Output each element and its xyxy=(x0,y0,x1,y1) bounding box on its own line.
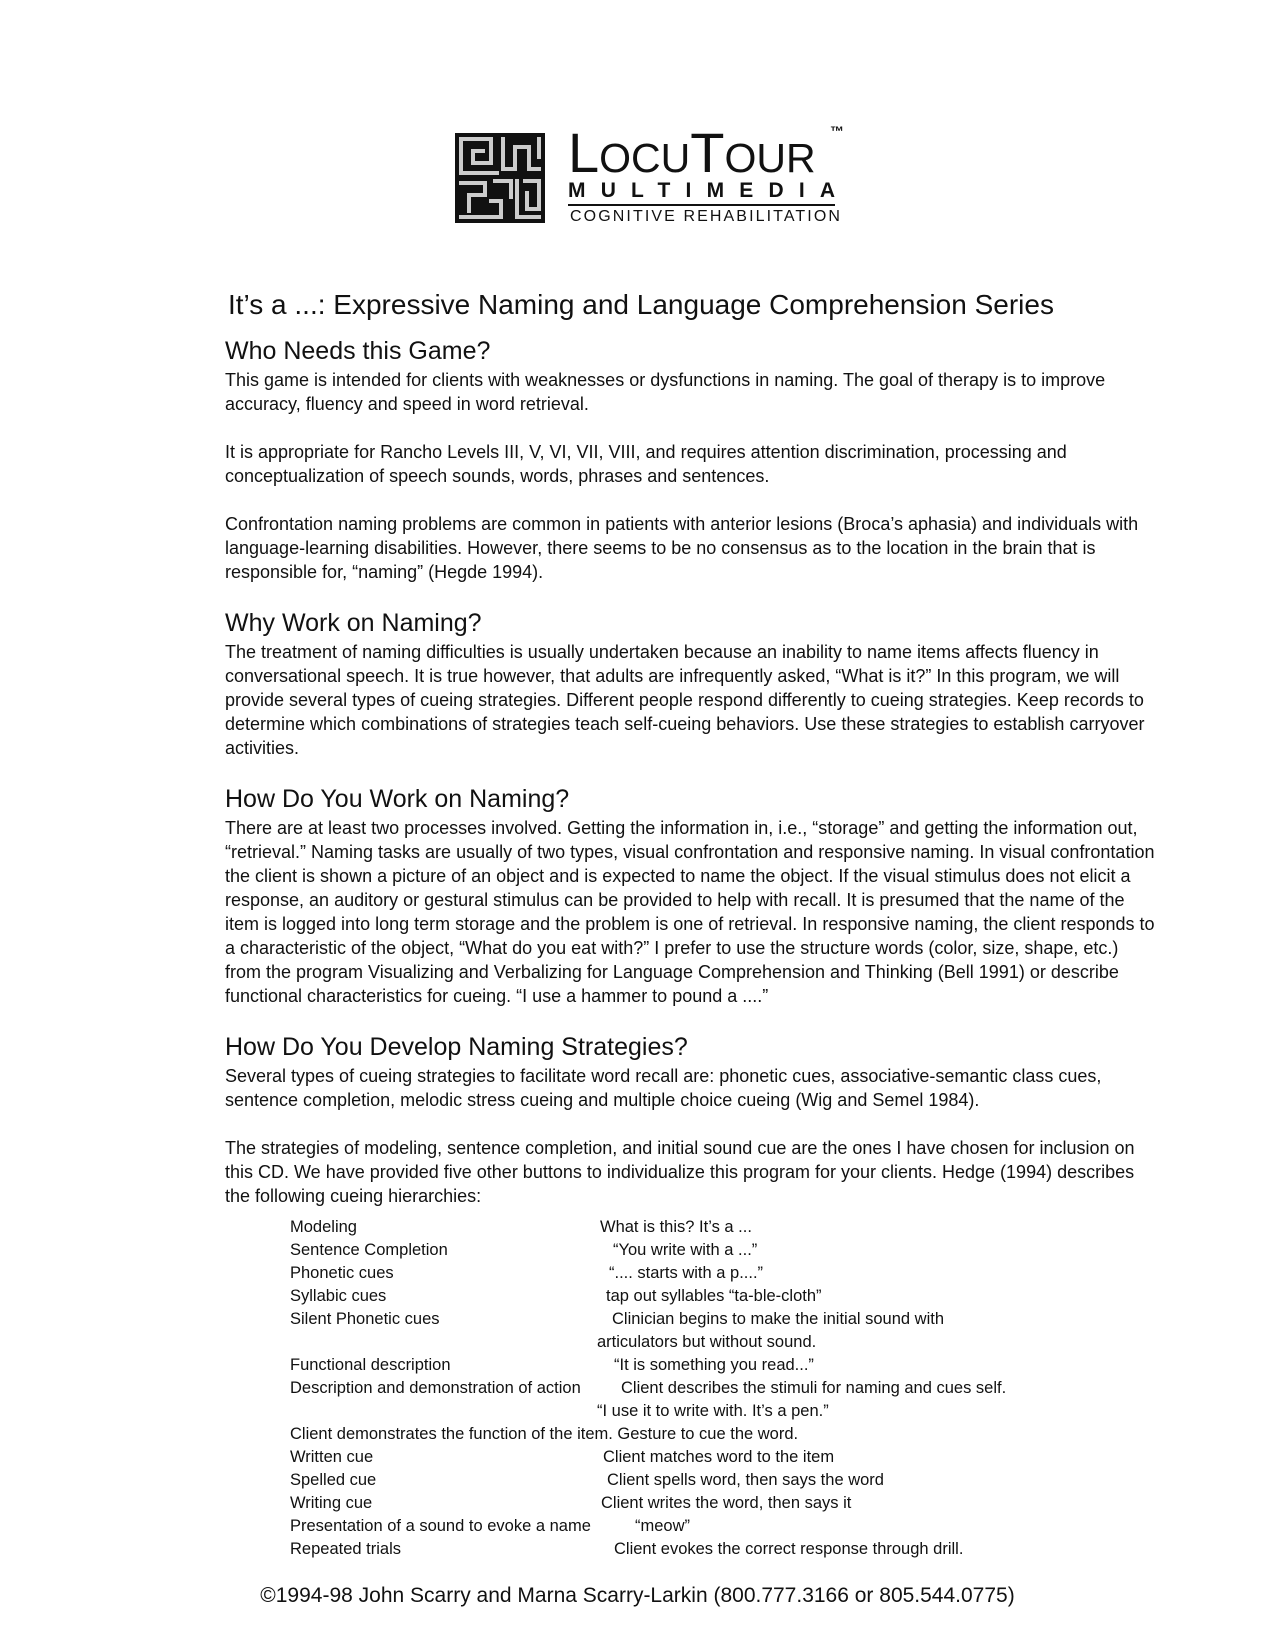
document-body xyxy=(225,336,1155,1232)
paragraph: Several types of cueing strategies to facilitate word recall are: phonetic cues, associative-semantic class cues, sentence completion, melodic stress cueing and multiple choice cueing (Wig and Semel 1984). xyxy=(225,1066,1102,1110)
section-develop-strategies xyxy=(225,1032,1155,1208)
cue-label: Functional description xyxy=(290,1356,451,1374)
cue-label xyxy=(290,1400,597,1423)
maze-logo-icon xyxy=(455,133,545,223)
section-heading: Why Work on Naming? xyxy=(225,609,482,637)
cue-description: What is this? It’s a ... xyxy=(600,1218,752,1236)
paragraph: This game is intended for clients with weaknesses or dysfunctions in naming. The goal of therapy is to improve accuracy, fluency and speed in word retrieval. xyxy=(225,370,1106,414)
cue-description: Clinician begins to make the initial sound with xyxy=(612,1310,945,1328)
cue-row xyxy=(290,1239,1090,1262)
logo-divider xyxy=(568,204,835,206)
cue-description: “.... starts with a p....” xyxy=(609,1264,764,1282)
cue-label: Modeling xyxy=(290,1218,357,1236)
cue-description: Client spells word, then says the word xyxy=(607,1471,884,1489)
locutour-logo xyxy=(455,121,855,225)
cue-label: Phonetic cues xyxy=(290,1264,394,1282)
cue-row xyxy=(290,1262,1090,1285)
cue-label xyxy=(290,1331,597,1354)
cue-description: “You write with a ...” xyxy=(613,1241,758,1259)
cue-description: Client evokes the correct response through drill. xyxy=(614,1540,964,1558)
cue-row xyxy=(290,1400,1090,1423)
cue-row xyxy=(290,1469,1090,1492)
section-who-needs xyxy=(225,336,1155,584)
cue-row xyxy=(290,1515,1090,1538)
logo-multimedia: MULTIMEDIA xyxy=(568,179,851,202)
cue-label: Written cue xyxy=(290,1448,374,1466)
section-heading: How Do You Work on Naming? xyxy=(225,785,570,813)
cue-label: Writing cue xyxy=(290,1494,373,1512)
logo-tagline: COGNITIVE REHABILITATION xyxy=(570,208,843,225)
cue-row xyxy=(290,1423,1090,1446)
paragraph: The strategies of modeling, sentence completion, and initial sound cue are the ones I have chosen for inclusion on this CD. We have provided five other buttons to individualize this program for your clients. Hedge (1994) describes the following cueing hierarchies: xyxy=(225,1138,1135,1206)
section-heading: Who Needs this Game? xyxy=(225,337,491,365)
cue-description: Client writes the word, then says it xyxy=(601,1494,852,1512)
section-how-work xyxy=(225,784,1155,1008)
paragraph: There are at least two processes involved. Getting the information in, i.e., “storage” and getting the information out, “retrieval.” Naming tasks are usually of two types, visual confrontation and responsive naming. In visual confrontation the client is shown a picture of an object and is expected to name the object. If the visual stimulus does not elicit a response, an auditory or gestural stimulus can be provided to help with recall. It is presumed that the name of the item is logged into long term storage and the problem is one of retrieval. In responsive naming, the client responds to a characteristic of the object, “What do you eat with?” I prefer to use the structure words (color, size, shape, etc.) from the program Visualizing and Verbalizing for Language Comprehension and Thinking (Bell 1991) or describe functional characteristics for cueing. “I use a hammer to pound a ....” xyxy=(225,818,1155,1006)
cue-row xyxy=(290,1285,1090,1308)
cue-label: Syllabic cues xyxy=(290,1287,387,1305)
cue-row xyxy=(290,1216,1090,1239)
cue-row xyxy=(290,1492,1090,1515)
cue-row xyxy=(290,1331,1090,1354)
paragraph: Confrontation naming problems are common in patients with anterior lesions (Broca’s aphasia) and individuals with language-learning disabilities. However, there seems to be no consensus as to the location in the brain that is responsible for, “naming” (Hegde 1994). xyxy=(225,514,1139,582)
cue-row xyxy=(290,1354,1090,1377)
cue-label: Silent Phonetic cues xyxy=(290,1310,440,1328)
paragraph: The treatment of naming difficulties is usually undertaken because an inability to name items affects fluency in conversational speech. It is true however, that adults are infrequently asked, “What is it?” In this program, we will provide several types of cueing strategies. Different people respond differently to cueing strategies. Keep records to determine which combinations of strategies teach self-cueing behaviors. Use these strategies to establish carryover activities. xyxy=(225,642,1145,758)
cueing-hierarchy-list xyxy=(290,1216,1090,1561)
cue-label: Presentation of a sound to evoke a name xyxy=(290,1517,591,1535)
document-title: It’s a ...: Expressive Naming and Language Comprehension Series xyxy=(228,289,1054,320)
copyright-footer: ©1994-98 John Scarry and Marna Scarry-Larkin (800.777.3166 or 805.544.0775) xyxy=(260,1584,1015,1607)
cue-row xyxy=(290,1446,1090,1469)
cue-description: Client describes the stimuli for naming and cues self. xyxy=(621,1379,1007,1397)
cue-row xyxy=(290,1538,1090,1561)
cue-row xyxy=(290,1377,1090,1400)
cue-full-line: Client demonstrates the function of the item. Gesture to cue the word. xyxy=(290,1425,799,1443)
cue-description: “It is something you read...” xyxy=(614,1356,814,1374)
cue-label: Description and demonstration of action xyxy=(290,1379,581,1397)
cue-row xyxy=(290,1308,1090,1331)
cue-description: “meow” xyxy=(635,1517,691,1535)
cue-description: Client matches word to the item xyxy=(603,1448,835,1466)
paragraph: It is appropriate for Rancho Levels III, V, VI, VII, VIII, and requires attention discrimination, processing and conceptualization of speech sounds, words, phrases and sentences. xyxy=(225,442,1067,486)
cue-description: tap out syllables “ta-ble-cloth” xyxy=(606,1287,822,1305)
section-why-work xyxy=(225,608,1155,760)
cue-description: articulators but without sound. xyxy=(597,1333,817,1351)
cue-label: Spelled cue xyxy=(290,1471,377,1489)
logo-wordmark: LOCUTOUR xyxy=(568,121,816,184)
trademark-symbol: ™ xyxy=(830,123,844,139)
section-heading: How Do You Develop Naming Strategies? xyxy=(225,1033,688,1061)
cue-label: Sentence Completion xyxy=(290,1241,448,1259)
cue-description: “I use it to write with. It’s a pen.” xyxy=(597,1402,829,1420)
cue-label: Repeated trials xyxy=(290,1540,401,1558)
